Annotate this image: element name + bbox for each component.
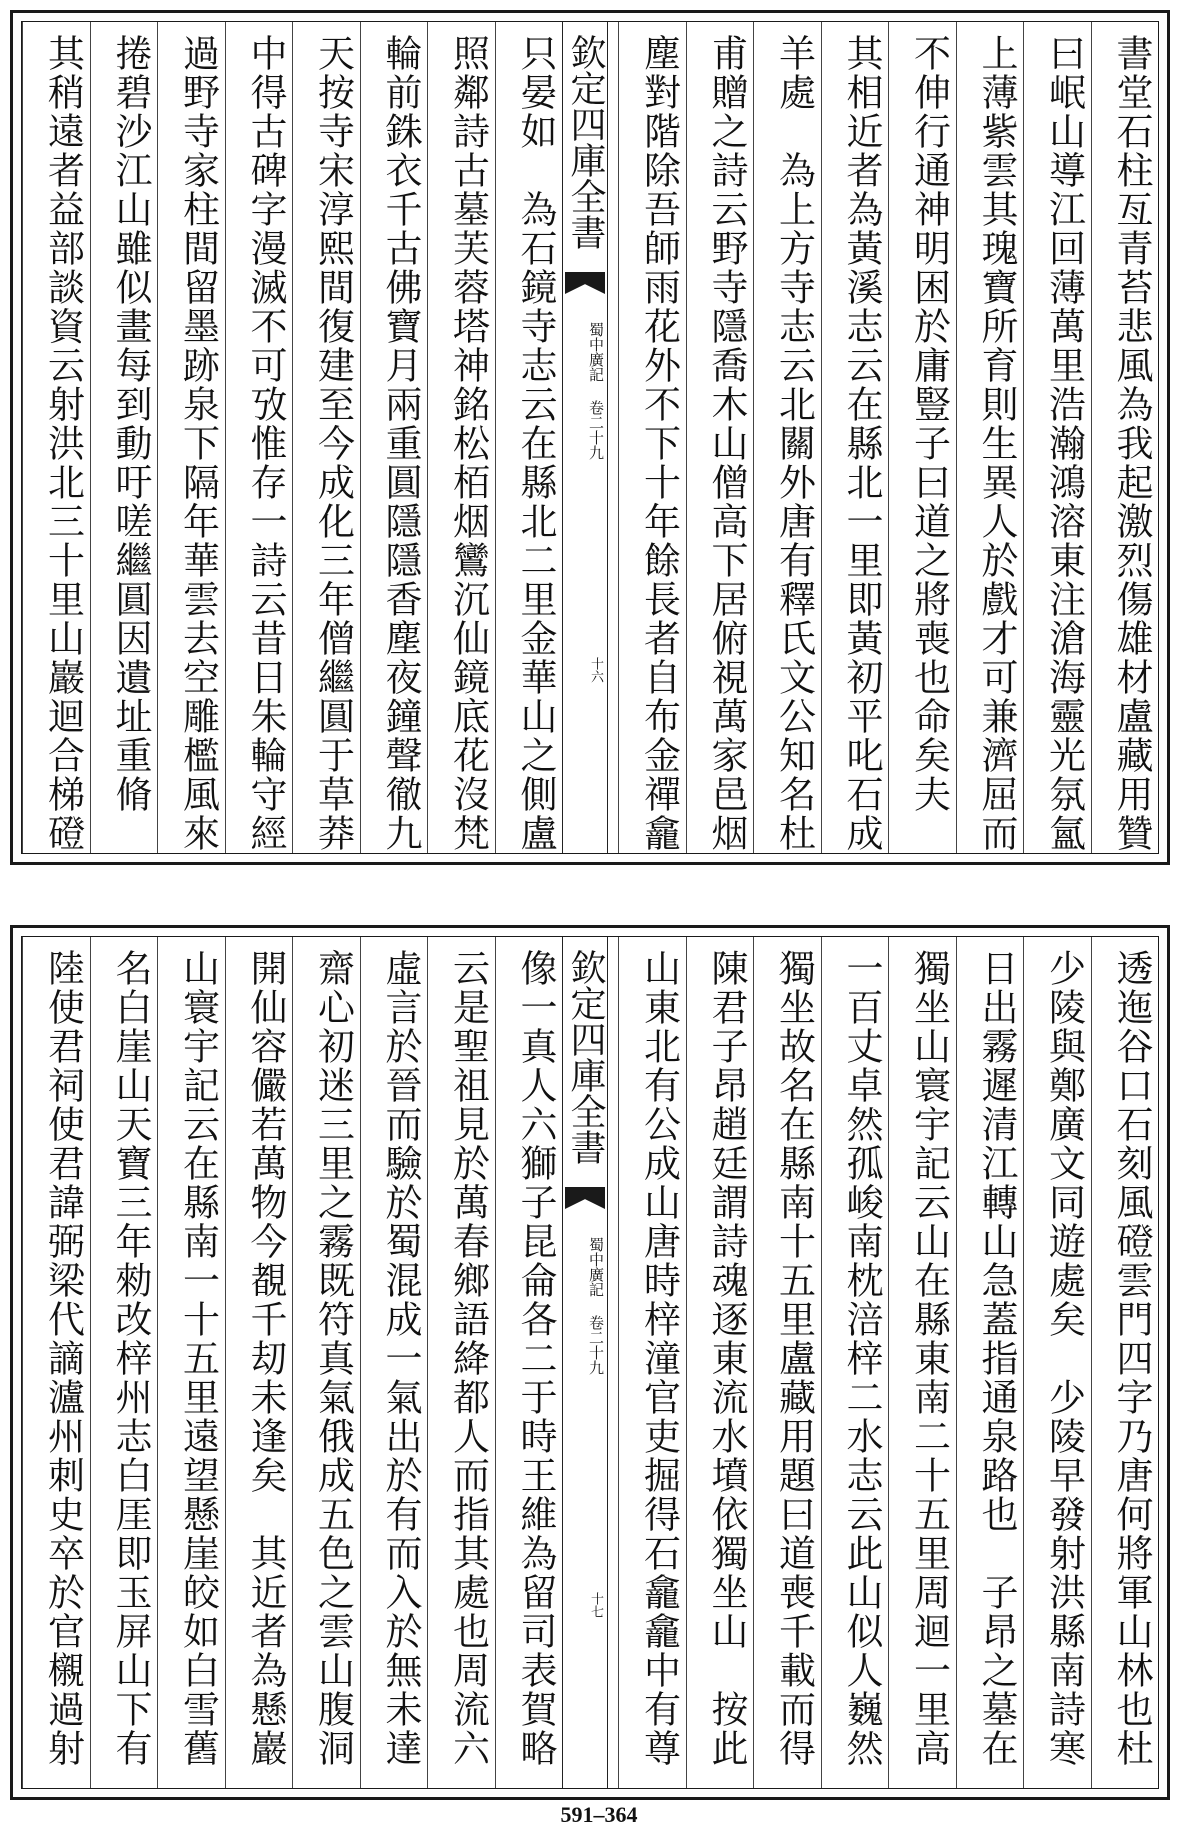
text-column: 陸使君祠使君諱弼梁代謫瀘州刺史卒於官櫬過射 [22, 937, 90, 1788]
book-title: 欽定四庫全書 [565, 949, 606, 1165]
fishtail-ornament [565, 1187, 605, 1209]
text-column: 甫贈之詩云野寺隱喬木山僧高下居俯視萬家邑烟 [686, 22, 754, 853]
text-column: 云是聖祖見於萬春鄉語絳都人而指其處也周流六 [427, 937, 495, 1788]
bottom-left-half [22, 937, 562, 1788]
center-fold [562, 22, 608, 853]
leaf-number: 十六 [588, 657, 603, 683]
text-column: 獨坐山寰宇記云山在縣東南二十五里周迴一里高 [888, 937, 956, 1788]
text-column: 陳君子昂趙廷謂詩魂逐東流水墳依獨坐山 按此 [686, 937, 754, 1788]
text-column: 上薄紫雲其瑰寶所育則生異人於戲才可兼濟屈而 [956, 22, 1024, 853]
center-fold [562, 937, 608, 1788]
text-column: 開仙容儼若萬物今覩千刧未逢矣 其近者為懸巖 [225, 937, 293, 1788]
book-title: 欽定四庫全書 [565, 34, 606, 250]
text-column: 獨坐故名在縣南十五里盧藏用題曰道喪千載而得 [753, 937, 821, 1788]
text-column: 天按寺宋淳熙間復建至今成化三年僧繼圓于草莽 [292, 22, 360, 853]
volume-label: 蜀中廣記 卷二十九 [587, 1237, 605, 1375]
text-column: 捲碧沙江山雖似畫每到動吁嗟繼圓因遺址重脩 [90, 22, 158, 853]
text-column: 照鄰詩古墓芙蓉塔神銘松栢烟鸞沉仙鏡底花沒梵 [427, 22, 495, 853]
text-column: 曰岷山導江回薄萬里浩瀚鴻溶東注滄海靈光氛氳 [1023, 22, 1091, 853]
top-page-frame [21, 21, 1159, 854]
text-column: 日出霧遲清江轉山急蓋指通泉路也 子昂之墓在 [956, 937, 1024, 1788]
top-left-half [22, 22, 562, 853]
volume-label: 蜀中廣記 卷二十九 [587, 322, 605, 460]
text-column: 輪前銖衣千古佛寶月兩重圓隱隱香塵夜鐘聲徹九 [360, 22, 428, 853]
text-column: 名白崖山天寶三年勑改梓州志白厓即玉屏山下有 [90, 937, 158, 1788]
text-column: 過野寺家柱間留墨跡泉下隔年華雲去空雕檻風來 [157, 22, 225, 853]
bottom-page [10, 925, 1170, 1800]
text-column: 虛言於晉而驗於蜀混成一氣出於有而入於無未達 [360, 937, 428, 1788]
bottom-page-frame [21, 936, 1159, 1789]
fishtail-ornament [565, 272, 605, 294]
text-column: 羊處 為上方寺志云北關外唐有釋氏文公知名杜 [753, 22, 821, 853]
text-column: 不伸行通神明困於庸豎子曰道之將喪也命矣夫 [888, 22, 956, 853]
text-column: 齋心初迷三里之霧既符真氣俄成五色之雲山腹洞 [292, 937, 360, 1788]
leaf-number: 十七 [588, 1592, 603, 1618]
text-column: 透迤谷口石刻風磴雲門四字乃唐何將軍山林也杜 [1091, 937, 1159, 1788]
top-page [10, 10, 1170, 865]
text-column: 只晏如 為石鏡寺志云在縣北二里金華山之側盧 [495, 22, 563, 853]
text-column: 中得古碑字漫滅不可攷惟存一詩云昔日朱輪守經 [225, 22, 293, 853]
page-number: 591–364 [560, 1802, 638, 1827]
text-column: 其相近者為黃溪志云在縣北一里即黃初平叱石成 [821, 22, 889, 853]
text-column: 一百丈卓然孤峻南枕涪梓二水志云此山似人巍然 [821, 937, 889, 1788]
text-column: 塵對階除吾師雨花外不下十年餘長者自布金禪龕 [618, 22, 686, 853]
top-right-half [618, 22, 1158, 853]
text-column: 山東北有公成山唐時梓潼官吏掘得石龕龕中有尊 [618, 937, 686, 1788]
text-column: 像一真人六獅子昆侖各二于時王維為留司表賀略 [495, 937, 563, 1788]
text-column: 少陵與鄭廣文同遊處矣 少陵早發射洪縣南詩寒 [1023, 937, 1091, 1788]
text-column: 其稍遠者益部談資云射洪北三十里山巖迴合梯磴 [22, 22, 90, 853]
text-column: 山寰宇記云在縣南一十五里遠望懸崖皎如白雪舊 [157, 937, 225, 1788]
bottom-right-half [618, 937, 1158, 1788]
text-column: 書堂石柱亙青苔悲風為我起激烈傷雄材盧藏用贊 [1091, 22, 1159, 853]
